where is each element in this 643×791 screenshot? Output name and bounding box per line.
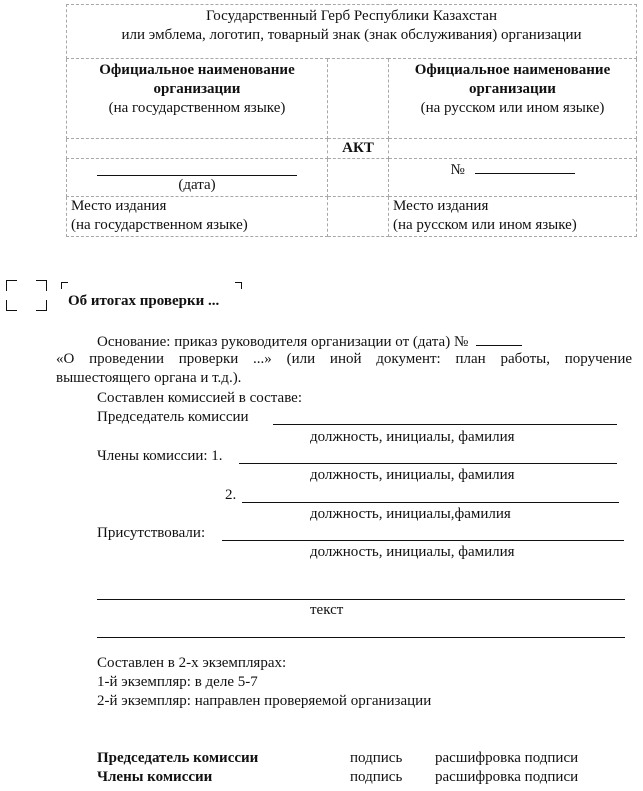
letterhead-table xyxy=(66,4,637,237)
member-1-hint: должность, инициалы, фамилия xyxy=(310,467,515,483)
corner-mark xyxy=(36,280,47,291)
org-name-title-2: организации xyxy=(153,81,241,97)
spacer-cell xyxy=(328,59,389,139)
member-2-line[interactable] xyxy=(242,502,619,503)
number-field-line[interactable] xyxy=(475,159,575,174)
document-subject: Об итогах проверки ... xyxy=(68,293,220,309)
chairman-line[interactable] xyxy=(273,424,617,425)
signature-role: Председатель комиссии xyxy=(97,750,259,766)
place-label: Место издания xyxy=(71,198,167,214)
date-field-line[interactable] xyxy=(97,169,297,176)
doc-type-akt: АКТ xyxy=(328,139,389,159)
basis-line-2: «О проведении проверки ...» (или иной документ: план работы, поручение xyxy=(56,351,632,367)
number-label: № xyxy=(450,162,465,178)
signature-decode: расшифровка подписи xyxy=(435,769,579,785)
org-name-russian-cell xyxy=(389,59,637,139)
org-name-language: (на государственном языке) xyxy=(108,100,286,116)
copies-line-1: Составлен в 2-х экземплярах: xyxy=(97,655,287,671)
body-text-hint: текст xyxy=(310,602,344,618)
org-name-state-cell xyxy=(67,59,328,139)
member-2-label: 2. xyxy=(225,487,237,503)
basis-line-3: вышестоящего органа и т.д.). xyxy=(56,370,242,386)
present-line[interactable] xyxy=(222,540,624,541)
corner-mark xyxy=(235,282,242,289)
copies-line-3: 2-й экземпляр: направлен проверяемой организации xyxy=(97,693,432,709)
place-russian-cell xyxy=(389,197,637,237)
corner-mark xyxy=(36,300,47,311)
present-label: Присутствовали: xyxy=(97,525,206,541)
members-label: Члены комиссии: 1. xyxy=(97,448,223,464)
empty-cell xyxy=(389,139,637,159)
signature-sign: подпись xyxy=(350,769,403,785)
empty-cell xyxy=(328,159,389,197)
corner-mark xyxy=(6,280,17,291)
org-name-title-2: организации xyxy=(469,81,556,97)
commission-intro: Составлен комиссией в составе: xyxy=(97,390,303,406)
basis-text: Основание: приказ руководителя организации от (дата) № xyxy=(97,334,469,350)
member-1-line[interactable] xyxy=(239,463,617,464)
date-cell xyxy=(67,159,328,197)
place-state-cell xyxy=(67,197,328,237)
order-number-line[interactable] xyxy=(476,331,522,346)
copies-line-2: 1-й экземпляр: в деле 5-7 xyxy=(97,674,258,690)
org-name-language: (на русском или ином языке) xyxy=(420,100,605,116)
body-text-line[interactable] xyxy=(97,599,625,600)
present-hint: должность, инициалы, фамилия xyxy=(310,544,515,560)
member-2-hint: должность, инициалы,фамилия xyxy=(310,506,511,522)
chairman-hint: должность, инициалы, фамилия xyxy=(310,429,515,445)
number-cell xyxy=(389,159,637,197)
org-name-title: Официальное наименование xyxy=(99,62,295,78)
signature-role: Члены комиссии xyxy=(97,769,213,785)
corner-mark xyxy=(6,300,17,311)
empty-cell xyxy=(328,197,389,237)
body-text-line-2[interactable] xyxy=(97,637,625,638)
emblem-cell xyxy=(67,5,637,59)
basis-line-1 xyxy=(97,331,522,352)
place-language: (на русском или ином языке) xyxy=(393,217,577,233)
org-name-title: Официальное наименование xyxy=(414,62,611,78)
chairman-label: Председатель комиссии xyxy=(97,409,249,425)
signature-sign: подпись xyxy=(350,750,403,766)
place-label: Место издания xyxy=(393,198,489,214)
signature-decode: расшифровка подписи xyxy=(435,750,579,766)
emblem-line-1: Государственный Герб Республики Казахстан xyxy=(205,8,498,24)
place-language: (на государственном языке) xyxy=(71,217,248,233)
empty-cell xyxy=(67,139,328,159)
corner-mark xyxy=(61,282,68,289)
emblem-line-2: или эмблема, логотип, товарный знак (знак обслуживания) организации xyxy=(121,27,582,43)
date-label: (дата) xyxy=(178,177,216,193)
